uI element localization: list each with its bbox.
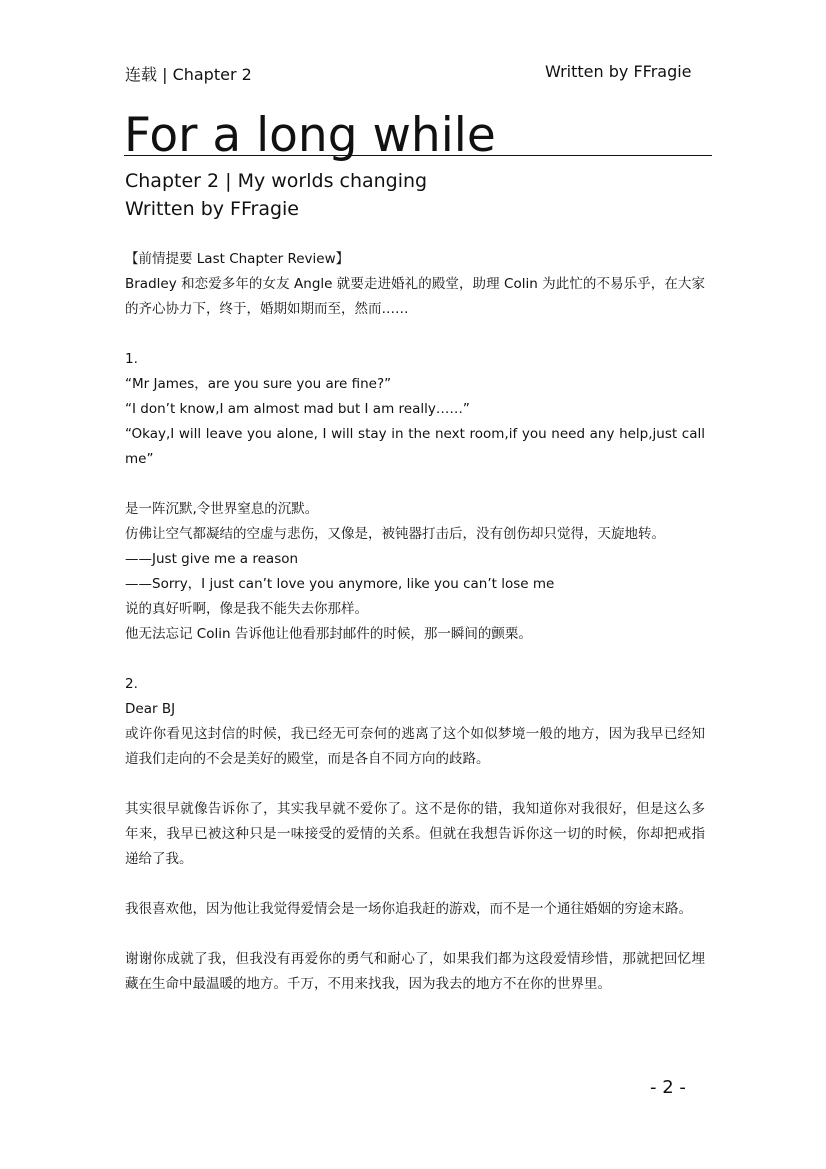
narration-line: 仿佛让空气都凝结的空虚与悲伤，又像是，被钝器打击后，没有创伤却只觉得，天旋地转。 bbox=[125, 526, 665, 542]
document-title: For a long while bbox=[124, 108, 712, 156]
spacer bbox=[125, 322, 705, 347]
dialogue-line: “I don’t know,I am almost mad but I am really……” bbox=[125, 401, 470, 417]
chapter-subtitle: Chapter 2 | My worlds changing bbox=[125, 170, 428, 192]
section-number: 2. bbox=[125, 676, 138, 692]
review-paragraph: Bradley 和恋爱多年的女友 Angle 就要走进婚礼的殿堂，助理 Colin 为此忙的不易乐乎，在大家的齐心协力下，终于，婚期如期而至，然而…… bbox=[125, 276, 705, 317]
letter-salutation: Dear BJ bbox=[125, 701, 176, 717]
dialogue-line: “Okay,I will leave you alone, I will stay in the next room,if you need any help,just call me” bbox=[125, 426, 705, 467]
spacer bbox=[125, 472, 705, 497]
letter-paragraph: 其实很早就像告诉你了，其实我早就不爱你了。这不是你的错，我知道你对我很好，但是这么多年来，我早已被这种只是一味接受的爱情的关系。但就在我想告诉你这一切的时候，你却把戒指递给了我。 bbox=[125, 801, 705, 867]
author-line: Written by FFragie bbox=[125, 198, 299, 220]
letter-paragraph: 我很喜欢他，因为他让我觉得爱情会是一场你追我赶的游戏，而不是一个通往婚姻的穷途末路。 bbox=[125, 901, 692, 917]
narration-line: ——Sorry，I just can’t love you anymore, like you can’t lose me bbox=[125, 576, 555, 592]
spacer bbox=[125, 872, 705, 897]
narration-line: 说的真好听啊，像是我不能失去你那样。 bbox=[125, 601, 368, 617]
review-heading: 【前情提要 Last Chapter Review】 bbox=[125, 251, 350, 267]
narration-line: 他无法忘记 Colin 告诉他让他看那封邮件的时候，那一瞬间的颤栗。 bbox=[125, 626, 532, 642]
spacer bbox=[125, 922, 705, 947]
running-header-left: 连载 | Chapter 2 bbox=[125, 65, 252, 84]
body-text bbox=[125, 247, 705, 997]
page-number: - 2 - bbox=[650, 1077, 686, 1098]
narration-line: 是一阵沉默,令世界窒息的沉默。 bbox=[125, 501, 319, 517]
spacer bbox=[125, 647, 705, 672]
running-header-right: Written by FFragie bbox=[545, 62, 692, 81]
letter-paragraph: 谢谢你成就了我，但我没有再爱你的勇气和耐心了，如果我们都为这段爱情珍惜，那就把回忆埋藏在生命中最温暖的地方。千万，不用来找我，因为我去的地方不在你的世界里。 bbox=[125, 951, 705, 992]
section-number: 1. bbox=[125, 351, 138, 367]
narration-line: ——Just give me a reason bbox=[125, 551, 299, 567]
dialogue-line: “Mr James，are you sure you are fine?” bbox=[125, 376, 392, 392]
letter-paragraph: 或许你看见这封信的时候，我已经无可奈何的逃离了这个如似梦境一般的地方，因为我早已经知道我们走向的不会是美好的殿堂，而是各自不同方向的歧路。 bbox=[125, 726, 705, 767]
spacer bbox=[125, 772, 705, 797]
